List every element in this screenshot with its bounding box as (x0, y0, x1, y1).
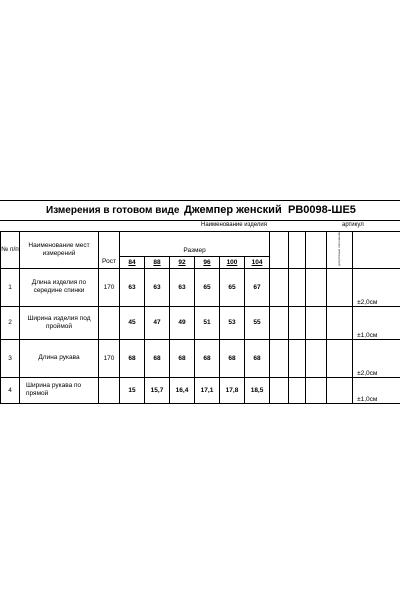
row-height: 170 (99, 268, 120, 306)
row-name: Ширина рукава по прямой (20, 377, 99, 403)
row-value: 51 (195, 306, 220, 339)
row-value: 45 (120, 306, 145, 339)
row-height: 170 (99, 339, 120, 377)
row-name: Ширина изделия под проймой (20, 306, 99, 339)
row-height (99, 306, 120, 339)
header-spare-8 (289, 256, 306, 268)
row-value: 15 (120, 377, 145, 403)
row-value: 68 (195, 339, 220, 377)
table-row (1, 268, 400, 306)
row-empty (289, 306, 306, 339)
row-value: 17,1 (195, 377, 220, 403)
row-value: 65 (220, 268, 245, 306)
header-spare-7 (270, 256, 289, 268)
size-96: 96 (195, 256, 220, 268)
row-empty (327, 339, 353, 377)
row-value: 17,8 (220, 377, 245, 403)
row-tolerance: ±1,0см (353, 377, 400, 403)
row-value: 18,5 (245, 377, 270, 403)
title-prefix: Измерения в готовом виде (46, 205, 180, 216)
header-spare-6 (306, 246, 327, 256)
row-empty (289, 268, 306, 306)
size-88: 88 (145, 256, 170, 268)
row-empty (306, 306, 327, 339)
article-code: РВ0098-ШЕ5 (288, 204, 356, 216)
title-bar (0, 200, 400, 221)
row-value: 16,4 (170, 377, 195, 403)
table-row (1, 339, 400, 377)
row-value: 53 (220, 306, 245, 339)
product-name-label: Наименование изделия (201, 222, 267, 228)
row-value: 63 (170, 268, 195, 306)
row-empty (327, 377, 353, 403)
header-spare-1 (270, 232, 289, 247)
row-value: 65 (195, 268, 220, 306)
size-100: 100 (220, 256, 245, 268)
header-num: № п/п (1, 232, 20, 269)
row-value: 63 (145, 268, 170, 306)
row-empty (270, 377, 289, 403)
row-empty (289, 339, 306, 377)
table-row (1, 306, 400, 339)
row-empty (306, 339, 327, 377)
row-value: 55 (245, 306, 270, 339)
header-spare-4 (270, 246, 289, 256)
size-104: 104 (245, 256, 270, 268)
size-84: 84 (120, 256, 145, 268)
row-name: Длина рукава (20, 339, 99, 377)
row-value: 63 (120, 268, 145, 306)
row-value: 68 (145, 339, 170, 377)
row-value: 68 (170, 339, 195, 377)
row-tolerance: ±1,0см (353, 306, 400, 339)
row-num: 2 (1, 306, 20, 339)
measurement-sheet (0, 200, 400, 401)
row-empty (327, 306, 353, 339)
row-empty (270, 306, 289, 339)
size-label: Размер (120, 246, 270, 256)
header-spare-3 (306, 232, 327, 247)
row-empty (270, 339, 289, 377)
row-empty (289, 377, 306, 403)
vertical-note-text: допустимые отклонения (336, 232, 341, 266)
row-value: 15,7 (145, 377, 170, 403)
header-tolerance (353, 232, 400, 269)
row-value: 68 (245, 339, 270, 377)
row-empty (327, 268, 353, 306)
product-name: Джемпер женский (184, 204, 282, 216)
row-value: 67 (245, 268, 270, 306)
size-92: 92 (170, 256, 195, 268)
row-num: 3 (1, 339, 20, 377)
header-height-top (99, 232, 120, 247)
row-tolerance: ±2,0см (353, 268, 400, 306)
row-value: 68 (120, 339, 145, 377)
header-vertical-note (327, 232, 353, 269)
row-value: 47 (145, 306, 170, 339)
height-label: Рост (99, 256, 120, 268)
row-empty (306, 268, 327, 306)
header-name: Наименование мест измерений (20, 232, 99, 269)
row-value: 49 (170, 306, 195, 339)
header-spare-2 (289, 232, 306, 247)
row-empty (270, 268, 289, 306)
header-spare-5 (289, 246, 306, 256)
row-num: 1 (1, 268, 20, 306)
article-label: артикул (342, 222, 364, 228)
row-tolerance: ±2,0см (353, 339, 400, 377)
header-height-mid (99, 246, 120, 256)
table-row (1, 377, 400, 403)
header-spare-9 (306, 256, 327, 268)
row-empty (306, 377, 327, 403)
row-name: Длина изделия по середине спинки (20, 268, 99, 306)
row-num: 4 (1, 377, 20, 403)
header-size-top (120, 232, 270, 247)
row-height (99, 377, 120, 403)
row-value: 68 (220, 339, 245, 377)
measurements-table (0, 231, 400, 404)
